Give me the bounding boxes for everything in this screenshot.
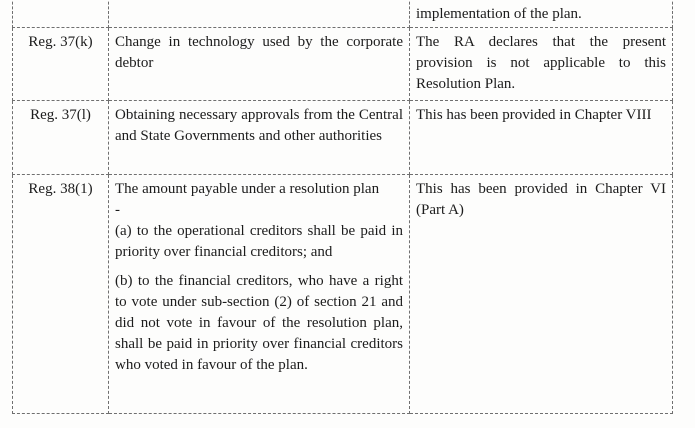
- table-row: [13, 101, 673, 175]
- requirement-clause-a: (a) to the operational creditors shall be paid in priority over financial creditors; and: [115, 223, 403, 260]
- requirement-intro: The amount payable under a resolution plan: [115, 181, 380, 197]
- regulation-cell: Reg. 38(1): [13, 175, 109, 414]
- requirement-cell: [109, 175, 410, 414]
- compliance-cell: This has been provided in Chapter VI (Part A): [410, 175, 673, 414]
- regulation-cell: [13, 0, 109, 28]
- requirement-cell: Obtaining necessary approvals from the Central and State Governments and other authorities: [109, 101, 410, 175]
- table-row: [13, 28, 673, 101]
- compliance-cell: The RA declares that the present provision is not applicable to this Resolution Plan.: [410, 28, 673, 101]
- requirement-cell: [109, 0, 410, 28]
- table-row: [13, 175, 673, 414]
- table-row: [13, 0, 673, 28]
- regulation-cell: Reg. 37(l): [13, 101, 109, 175]
- requirement-dash: -: [115, 202, 120, 218]
- compliance-cell: This has been provided in Chapter VIII: [410, 101, 673, 175]
- regulation-compliance-table: [12, 0, 673, 414]
- compliance-cell: implementation of the plan.: [410, 0, 673, 28]
- requirement-clause-b: (b) to the financial creditors, who have a right to vote under sub-section (2) of section 21 and did not vote in favour of the resolution plan, shall be paid in priority over financial creditors who voted in favour of the plan.: [115, 273, 403, 373]
- requirement-cell: Change in technology used by the corporate debtor: [109, 28, 410, 101]
- regulation-cell: Reg. 37(k): [13, 28, 109, 101]
